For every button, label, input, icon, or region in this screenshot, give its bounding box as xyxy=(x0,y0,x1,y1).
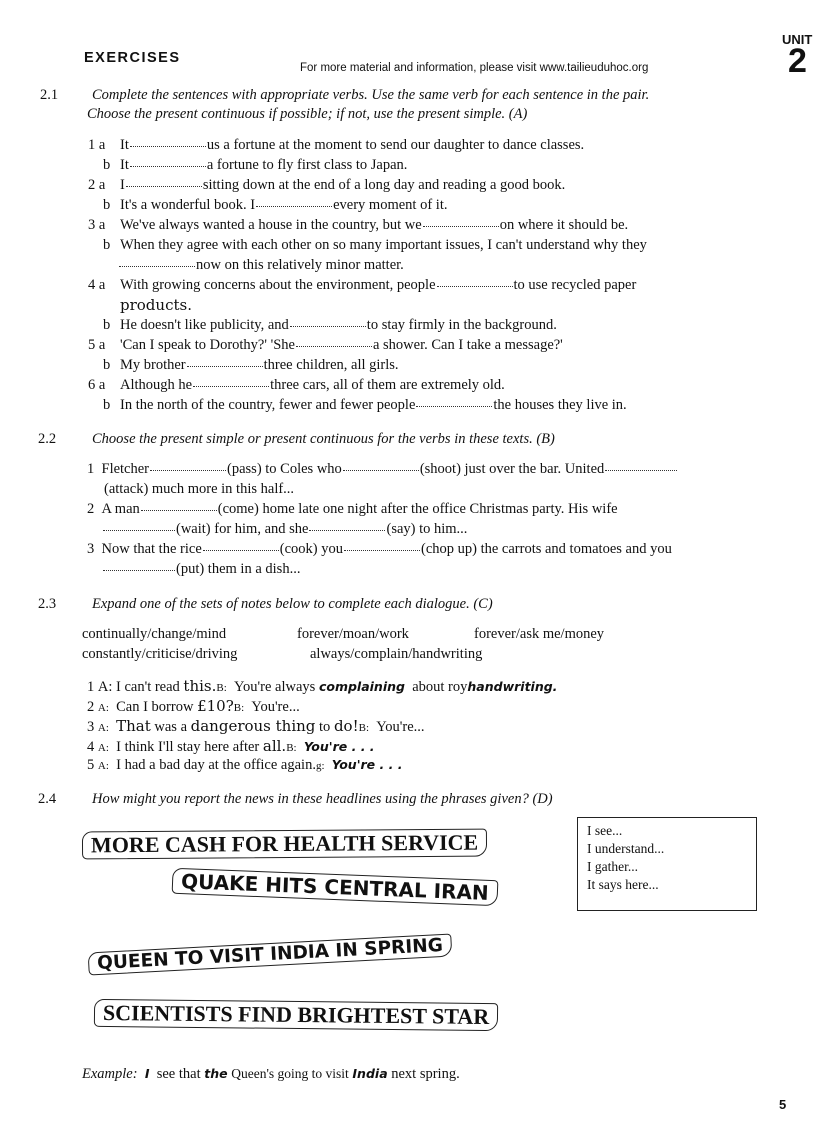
phrase: I understand... xyxy=(587,841,665,856)
ex23-note: continually/change/mind xyxy=(82,626,227,642)
sentence-start: He doesn't like publicity, and xyxy=(120,317,289,333)
phrases-box xyxy=(577,817,757,911)
headline-brightest-star: SCIENTISTS FIND BRIGHTEST STAR xyxy=(94,999,498,1031)
headline-quake-iran: QUAKE HITS CENTRAL IRAN xyxy=(172,868,499,906)
answer-blank[interactable] xyxy=(150,469,226,471)
ex21-sentence xyxy=(120,357,399,374)
sentence-end: every moment of it. xyxy=(333,197,448,213)
item-label: 4 a xyxy=(88,277,106,293)
sentence-end: the houses they live in. xyxy=(493,397,627,413)
example-label: Example: xyxy=(82,1066,138,1082)
ex21-item xyxy=(88,177,105,194)
page-number: 5 xyxy=(779,1097,787,1112)
handwritten-text: do! xyxy=(333,717,359,735)
ex23-note: forever/ask me/money xyxy=(474,626,605,642)
answer-blank[interactable] xyxy=(119,265,195,267)
ex21-sentence-continued xyxy=(120,296,192,314)
item-label: b xyxy=(103,237,111,253)
answer-blank[interactable] xyxy=(256,205,332,207)
ex21-item xyxy=(103,197,110,214)
sentence-start: products. xyxy=(120,296,192,314)
ex21-number: 2.1 xyxy=(40,87,59,103)
speaker-a-line: A: I can't read xyxy=(97,679,180,695)
ex21-item xyxy=(103,157,110,174)
ex21-item xyxy=(88,337,105,354)
ex21-item xyxy=(88,137,105,154)
ex22-item-2 xyxy=(87,501,618,518)
ex23-note: constantly/criticise/driving xyxy=(82,646,238,662)
speaker-a-label: A: xyxy=(97,760,109,772)
text: You're... xyxy=(251,699,300,715)
sentence-start: It xyxy=(120,137,129,153)
sentence-start: It xyxy=(120,157,129,173)
ex21-item xyxy=(88,277,105,294)
text: You're... xyxy=(376,719,425,735)
handwritten-text: I xyxy=(144,1066,150,1081)
sentence-start: 'Can I speak to Dorothy?' 'She xyxy=(120,337,295,353)
answer-blank[interactable] xyxy=(416,405,492,407)
ex21-sentence xyxy=(120,137,584,154)
answer-blank[interactable] xyxy=(344,549,420,551)
sentence-start: With growing concerns about the environment, people xyxy=(120,277,436,293)
text: Fletcher xyxy=(101,461,150,477)
ex21-item xyxy=(88,377,105,394)
sentence-start: We've always wanted a house in the country, but we xyxy=(120,217,422,233)
speaker-b-label: B: xyxy=(358,722,370,734)
ex23-dialogue-3 xyxy=(87,717,425,736)
item-label: b xyxy=(103,397,111,413)
phrase: I gather... xyxy=(587,859,638,874)
speaker-a-label: A: xyxy=(97,722,109,734)
answer-blank[interactable] xyxy=(193,385,269,387)
answer-blank[interactable] xyxy=(309,529,385,531)
ex22-instruction: Choose the present simple or present continuous for the verbs in these texts. (B) xyxy=(92,431,555,447)
sentence-start: It's a wonderful book. I xyxy=(120,197,256,213)
answer-blank[interactable] xyxy=(103,529,175,531)
ex21-sentence xyxy=(120,377,505,394)
answer-blank[interactable] xyxy=(187,365,263,367)
handwritten-text: India xyxy=(352,1066,388,1081)
text: I had a bad day at the office again. xyxy=(116,757,316,773)
handwritten-text: all. xyxy=(262,737,287,755)
item-number: 2 xyxy=(87,699,95,715)
handwritten-answer: handwriting. xyxy=(467,679,558,694)
text: see that xyxy=(156,1066,201,1082)
sentence-end: a fortune to fly first class to Japan. xyxy=(206,157,408,173)
ex23-dialogue-5 xyxy=(87,757,402,774)
sentence-start: Although he xyxy=(120,377,193,393)
item-number: 3 xyxy=(87,719,95,735)
item-number: 1 xyxy=(87,461,95,477)
ex21-item xyxy=(103,317,110,334)
ex21-sentence xyxy=(120,177,565,194)
text: (chop up) the carrots and tomatoes and you xyxy=(420,541,672,557)
sentence-start: I xyxy=(120,177,125,193)
ex23-dialogue-2 xyxy=(87,697,300,716)
answer-blank[interactable] xyxy=(103,569,175,571)
phrase: It says here... xyxy=(587,877,659,892)
speaker-b-label: B: xyxy=(286,742,297,754)
ex22-item-3 xyxy=(87,541,672,558)
answer-blank[interactable] xyxy=(423,225,499,227)
ex24-number: 2.4 xyxy=(38,791,57,807)
item-number: 4 xyxy=(87,739,95,755)
ex23-note: always/complain/handwriting xyxy=(310,646,483,662)
handwritten-text: the xyxy=(204,1066,228,1081)
exercises-heading: EXERCISES xyxy=(84,50,181,66)
answer-blank[interactable] xyxy=(605,469,677,471)
ex23-dialogue-4 xyxy=(87,737,375,756)
ex21-sentence xyxy=(120,237,647,254)
item-label: 2 a xyxy=(88,177,106,193)
text: You're always xyxy=(234,679,316,695)
ex23-number: 2.3 xyxy=(38,596,57,612)
item-number: 5 xyxy=(87,757,95,773)
item-number: 3 xyxy=(87,541,95,557)
sentence-start: When they agree with each other on so many important issues, I can't understand why they xyxy=(120,237,647,253)
sentence-end: sitting down at the end of a long day and reading a good book. xyxy=(202,177,566,193)
sentence-end: now on this relatively minor matter. xyxy=(196,257,404,273)
answer-blank[interactable] xyxy=(126,185,202,187)
speaker-a-label: A: xyxy=(97,742,109,754)
handwritten-text: dangerous thing xyxy=(190,717,316,735)
text: (pass) to Coles who xyxy=(227,461,342,477)
answer-blank[interactable] xyxy=(437,285,513,287)
handwritten-answer: You're . . . xyxy=(331,757,403,772)
ex21-sentence xyxy=(120,277,636,294)
ex21-sentence xyxy=(120,217,628,234)
item-label: 6 a xyxy=(88,377,106,393)
text: Can I borrow xyxy=(116,699,194,715)
sentence-end: three cars, all of them are extremely old. xyxy=(270,377,505,393)
ex21-sentence xyxy=(120,337,563,354)
sentence-start: In the north of the country, fewer and fewer people xyxy=(120,397,416,413)
ex21-item xyxy=(103,397,110,414)
sentence-end: to use recycled paper xyxy=(513,277,637,293)
handwritten-text: That xyxy=(116,717,151,735)
answer-blank[interactable] xyxy=(130,145,206,147)
item-label: b xyxy=(103,317,111,333)
text: A man xyxy=(101,501,140,517)
headline-queen-india: QUEEN TO VISIT INDIA IN SPRING xyxy=(88,933,453,975)
text: (wait) for him, and she xyxy=(176,521,309,537)
item-label: b xyxy=(103,357,111,373)
text: to xyxy=(319,719,331,735)
sentence-end: a shower. Can I take a message?' xyxy=(372,337,563,353)
text: about roy xyxy=(412,679,468,695)
text: was a xyxy=(154,719,188,735)
ex22-number: 2.2 xyxy=(38,431,57,447)
unit-number: 2 xyxy=(788,42,807,80)
ex24-instruction: How might you report the news in these headlines using the phrases given? (D) xyxy=(92,791,553,807)
sentence-start: My brother xyxy=(120,357,186,373)
text: (say) to him... xyxy=(386,521,468,537)
sentence-end: on where it should be. xyxy=(499,217,629,233)
ex21-sentence xyxy=(120,197,447,214)
speaker-b-label: B: xyxy=(216,682,227,694)
text: (shoot) just over the bar. United xyxy=(419,461,605,477)
ex21-item xyxy=(103,357,110,374)
ex21-sentence xyxy=(120,397,627,414)
text: (attack) much more in this half... xyxy=(104,481,295,497)
ex22-item-2-continued xyxy=(102,521,467,538)
ex21-item xyxy=(88,217,105,234)
ex23-instruction: Expand one of the sets of notes below to complete each dialogue. (C) xyxy=(92,596,493,612)
ex21-sentence xyxy=(120,157,407,174)
text: (cook) you xyxy=(279,541,343,557)
speaker-a-label: A: xyxy=(97,702,109,714)
promo-text: For more material and information, please visit www.tailieuduhoc.org xyxy=(300,62,649,74)
headline-health-service: MORE CASH FOR HEALTH SERVICE xyxy=(82,829,487,860)
ex21-instruction-line2: Choose the present continuous if possible; if not, use the present simple. (A) xyxy=(87,106,528,122)
answer-blank[interactable] xyxy=(130,165,206,167)
sentence-end: us a fortune at the moment to send our daughter to dance classes. xyxy=(206,137,585,153)
answer-blank[interactable] xyxy=(343,469,419,471)
text: Queen's going to visit xyxy=(231,1066,349,1081)
item-label: 3 a xyxy=(88,217,106,233)
sentence-end: to stay firmly in the background. xyxy=(366,317,557,333)
text: (put) them in a dish... xyxy=(176,561,301,577)
answer-blank[interactable] xyxy=(141,509,217,511)
handwritten-answer: You're . . . xyxy=(303,739,375,754)
ex21-item xyxy=(103,237,110,254)
phrase: I see... xyxy=(587,823,623,838)
ex24-example xyxy=(82,1066,460,1083)
unit-label: UNIT xyxy=(782,32,813,47)
answer-blank[interactable] xyxy=(296,345,372,347)
text: (come) home late one night after the office Christmas party. His wife xyxy=(217,501,618,517)
ex22-item-1-continued xyxy=(104,481,294,498)
answer-blank[interactable] xyxy=(290,325,366,327)
ex22-item-1 xyxy=(87,461,678,478)
speaker-b-label: B: xyxy=(233,702,245,714)
item-label: b xyxy=(103,157,111,173)
sentence-end: three children, all girls. xyxy=(263,357,399,373)
item-label: b xyxy=(103,197,111,213)
ex21-instruction-line1: Complete the sentences with appropriate verbs. Use the same verb for each sentence in the pair. xyxy=(92,87,650,103)
handwritten-text: this. xyxy=(183,677,217,695)
speaker-b-label: g: xyxy=(315,760,325,772)
item-label: 1 a xyxy=(88,137,106,153)
item-number: 2 xyxy=(87,501,95,517)
item-label: 5 a xyxy=(88,337,106,353)
text: I think I'll stay here after xyxy=(116,739,260,755)
item-number: 1 xyxy=(87,679,95,695)
text: next spring. xyxy=(391,1066,460,1082)
ex22-item-3-continued xyxy=(102,561,300,578)
answer-blank[interactable] xyxy=(203,549,279,551)
ex21-sentence xyxy=(120,317,557,334)
ex23-dialogue-1 xyxy=(87,677,557,696)
handwritten-text: £10? xyxy=(197,697,234,715)
ex21-sentence-continued xyxy=(118,257,404,274)
text: Now that the rice xyxy=(101,541,202,557)
ex23-note: forever/moan/work xyxy=(297,626,409,642)
handwritten-answer: complaining xyxy=(318,679,405,694)
